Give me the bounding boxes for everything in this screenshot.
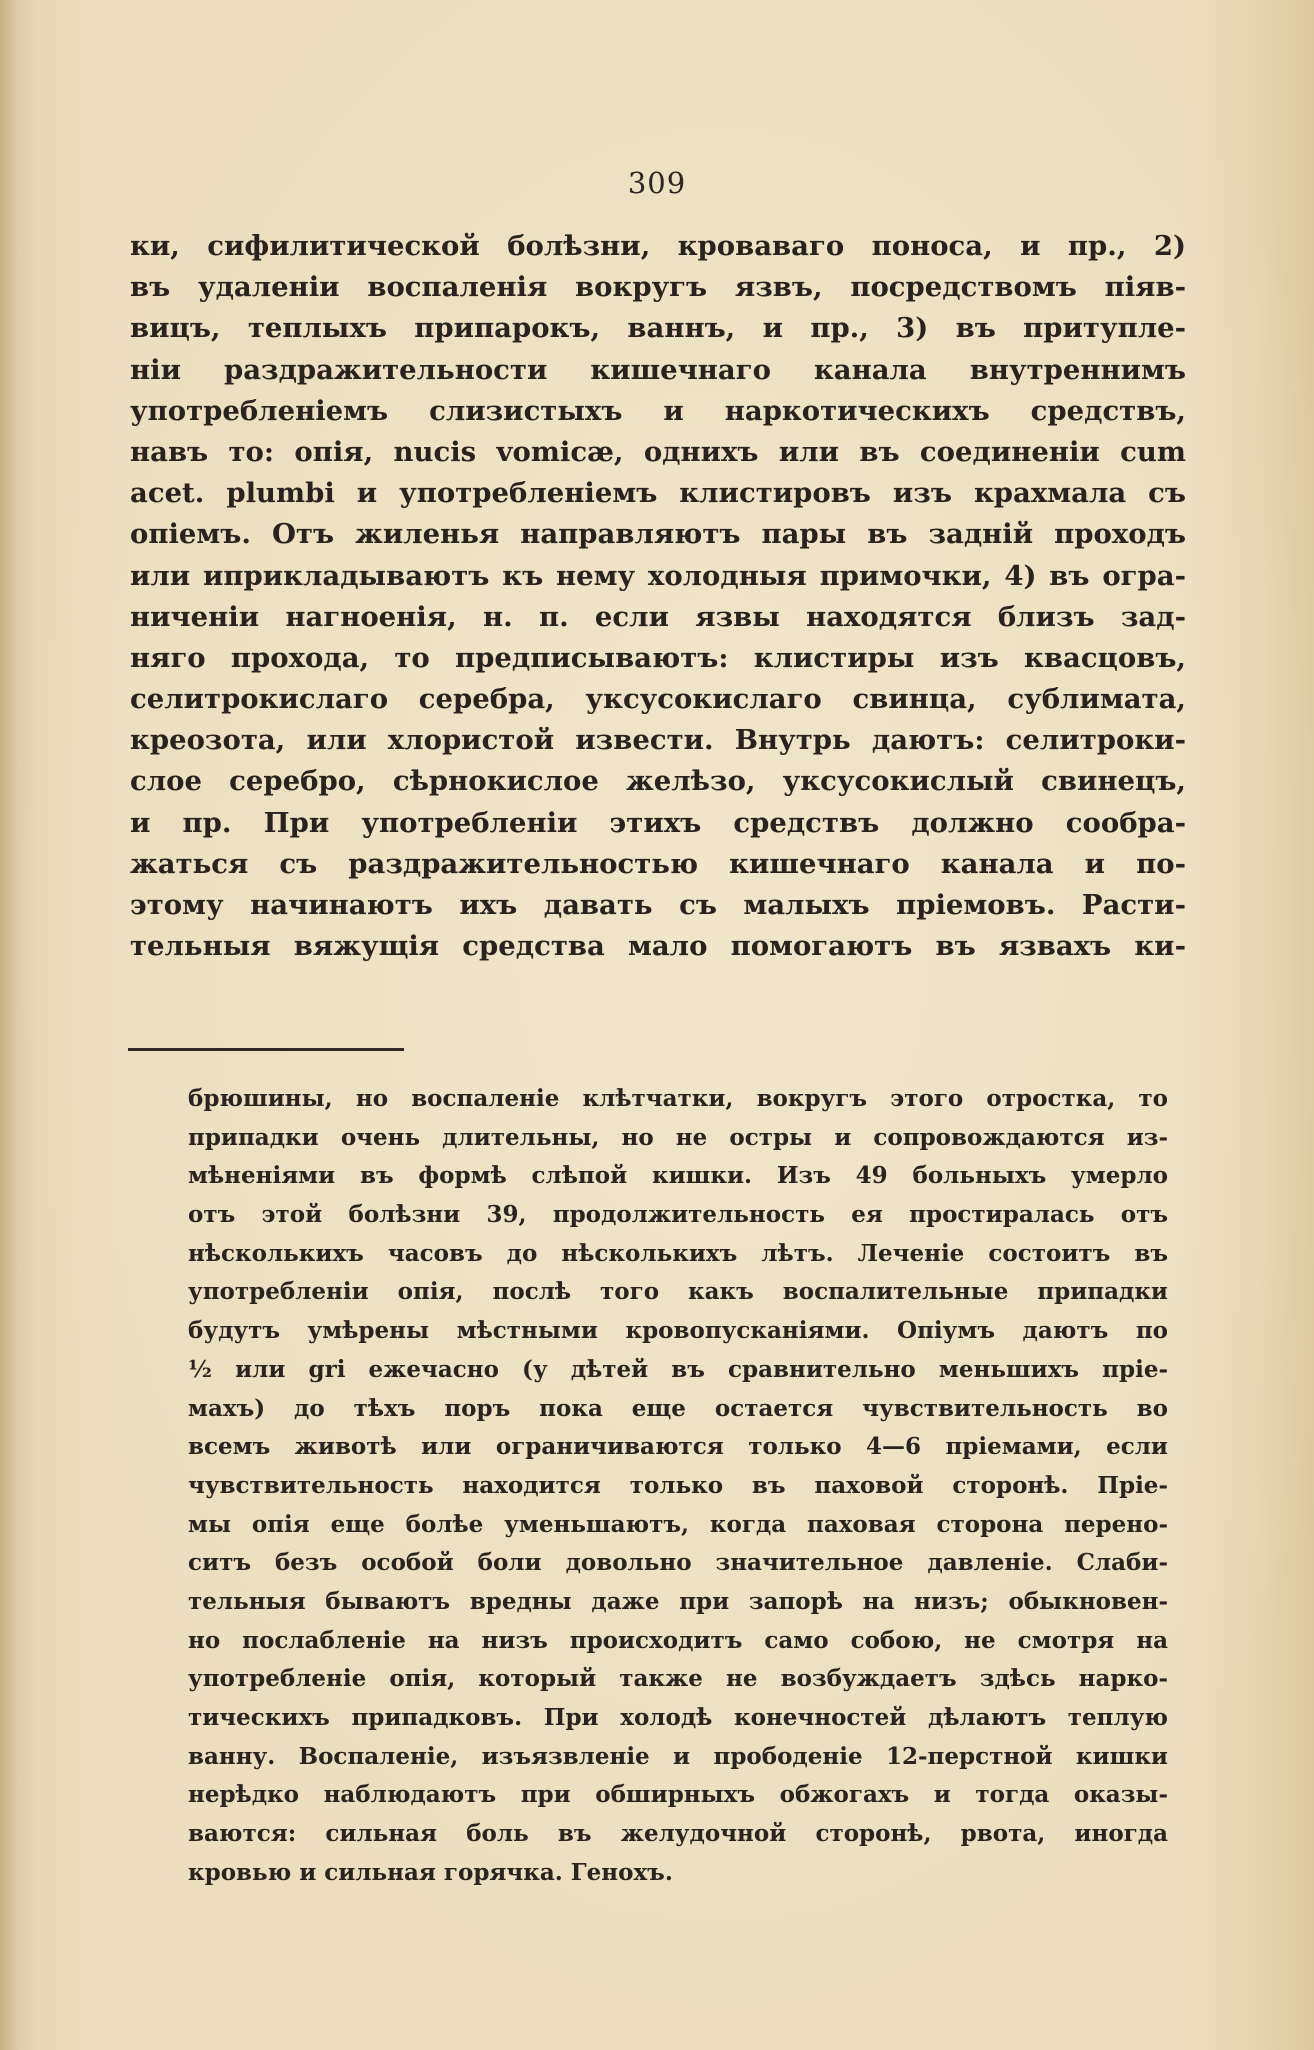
footnote-line: кровью и сильная горячка. Генохъ. — [188, 1858, 673, 1886]
footnote-line: употребленіе опія, который также не возбуждаетъ здѣсь нарко- — [188, 1665, 1168, 1693]
main-text-line: тельныя вяжущія средства мало помогаютъ въ язвахъ ки- — [130, 930, 1186, 963]
footnote-line: ситъ безъ особой боли довольно значительное давленіе. Слаби- — [188, 1549, 1168, 1577]
main-text-line: и пр. При употребленіи этихъ средствъ должно сообра- — [130, 806, 1186, 839]
footnote-line: но послабленіе на низъ происходитъ само собою, не смотря на — [188, 1626, 1168, 1654]
main-text-line: или иприкладываютъ къ нему холодныя примочки, 4) въ огра- — [130, 559, 1186, 592]
footnote-line: тельныя бываютъ вредны даже при запорѣ на низъ; обыкновен- — [188, 1587, 1168, 1615]
footnote-line: брюшины, но воспаленіе клѣтчатки, вокругъ этого отростка, то — [188, 1085, 1168, 1112]
footnote-line: ½ или gri ежечасно (у дѣтей въ сравнительно меньшихъ пріе- — [188, 1355, 1168, 1383]
footnote-line: ванну. Воспаленіе, изъязвленіе и прободеніе 12-перстной кишки — [188, 1742, 1168, 1770]
footnote-line: махъ) до тѣхъ поръ пока еще остается чувствительность во — [188, 1394, 1168, 1422]
footnote-line: тическихъ припадковъ. При холодѣ конечностей дѣлаютъ теплую — [188, 1704, 1168, 1731]
main-text-line: ніи раздражительности кишечнаго канала внутреннимъ — [130, 353, 1186, 386]
main-text-line: въ удаленіи воспаленія вокругъ язвъ, посредствомъ піяв- — [130, 271, 1186, 304]
main-text-line: употребленіемъ слизистыхъ и наркотическихъ средствъ, — [130, 394, 1186, 427]
footnote-line: всемъ животѣ или ограничиваются только 4—6 пріемами, если — [188, 1433, 1168, 1461]
footnote-line: употребленіи опія, послѣ того какъ воспалительные припадки — [188, 1278, 1168, 1306]
footnote-line: припадки очень длительны, но не остры и сопровождаются из- — [188, 1123, 1168, 1151]
main-text-line: селитрокислаго серебра, уксусокислаго свинца, сублимата, — [130, 683, 1186, 716]
page-number: 309 — [627, 166, 687, 200]
page-edge-shadow — [0, 0, 18, 2050]
footnote-line: ваются: сильная боль въ желудочной сторонѣ, рвота, иногда — [188, 1820, 1168, 1848]
footnote-line: будутъ умѣрены мѣстными кровопусканіями. Опіумъ даютъ по — [188, 1317, 1168, 1345]
footnote-line: нѣсколькихъ часовъ до нѣсколькихъ лѣтъ. Леченіе состоитъ въ — [188, 1239, 1168, 1267]
footnote-line: мѣненіями въ формѣ слѣпой кишки. Изъ 49 больныхъ умерло — [188, 1162, 1168, 1190]
footnote-line: чувствительность находится только въ паховой сторонѣ. Пріе- — [188, 1471, 1168, 1499]
main-text-line: опіемъ. Отъ жиленья направляютъ пары въ задній проходъ — [130, 518, 1186, 551]
main-text-line: ки, сифилитической болѣзни, кроваваго поноса, и пр., 2) — [130, 230, 1186, 262]
main-text-line: навъ то: опія, nucis vomicæ, однихъ или въ соединеніи cum — [130, 435, 1186, 468]
main-text-line: жаться съ раздражительностью кишечнаго канала и по- — [130, 847, 1186, 880]
main-text-line: этому начинаютъ ихъ давать съ малыхъ пріемовъ. Расти- — [130, 889, 1186, 921]
footnote-separator-rule — [128, 1048, 404, 1051]
main-text-block — [130, 226, 1186, 967]
main-text-line: ниченіи нагноенія, н. п. если язвы находятся близъ зад- — [130, 600, 1186, 633]
main-text-line: няго прохода, то предписываютъ: клистиры изъ квасцовъ, — [130, 641, 1186, 674]
main-text-line: креозота, или хлористой извести. Внутрь даютъ: селитроки- — [130, 724, 1186, 757]
main-text-line: вицъ, теплыхъ припарокъ, ваннъ, и пр., 3) въ притупле- — [130, 312, 1186, 345]
footnote-line: отъ этой болѣзни 39, продолжительность ея простиралась отъ — [188, 1201, 1168, 1229]
footnote-line: мы опія еще болѣе уменьшаютъ, когда паховая сторона перено- — [188, 1510, 1168, 1538]
footnote-line: нерѣдко наблюдаютъ при обширныхъ обжогахъ и тогда оказы- — [188, 1781, 1168, 1809]
footnote-text-block — [188, 1080, 1168, 1892]
main-text-line: acet. plumbi и употребленіемъ клистировъ изъ крахмала съ — [130, 477, 1186, 510]
main-text-line: слое серебро, сѣрнокислое желѣзо, уксусокислый свинецъ, — [130, 765, 1186, 798]
